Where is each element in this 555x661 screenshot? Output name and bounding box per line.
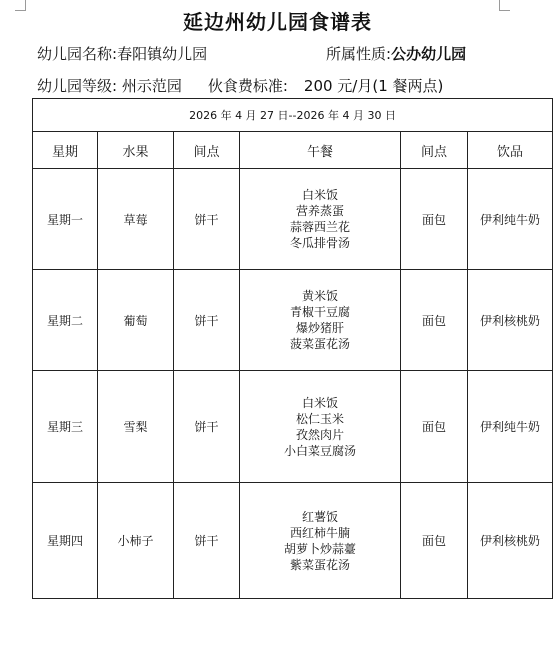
lunch-item: 松仁玉米: [295, 411, 344, 426]
header-drink: 饮品: [468, 132, 553, 169]
table-row: [33, 371, 553, 483]
table-row: [33, 169, 553, 270]
header-snack: 间点: [401, 132, 468, 169]
kindergarten-name-label: 幼儿园名称:: [37, 45, 118, 63]
lunch-item: 红薯饭: [301, 509, 338, 524]
snack-cell: 饼干: [174, 483, 240, 599]
nature-value: 公办幼儿园: [391, 45, 467, 63]
header-row: [33, 132, 553, 169]
header-snack: 间点: [174, 132, 240, 169]
header-fruit: 水果: [98, 132, 174, 169]
lunch-item: 孜然肉片: [295, 427, 344, 442]
lunch-cell: [240, 169, 401, 270]
lunch-item: 菠菜蛋花汤: [289, 337, 350, 351]
lunch-item: 小白菜豆腐汤: [283, 443, 356, 458]
table-row: [33, 483, 553, 599]
lunch-cell: [240, 483, 401, 599]
snack-cell: 饼干: [174, 169, 240, 270]
date-range: 2026 年 4 月 27 日--2026 年 4 月 30 日: [33, 99, 553, 132]
snack-cell: 面包: [401, 169, 468, 270]
lunch-item: 西红柿牛腩: [289, 525, 350, 540]
lunch-item: 白米饭: [301, 188, 338, 202]
header-lunch: 午餐: [240, 132, 401, 169]
drink-cell: 伊利核桃奶: [468, 483, 553, 599]
level-value: 州示范园: [121, 77, 182, 95]
lunch-item: 冬瓜排骨汤: [289, 236, 350, 250]
level-fee-line: [37, 75, 443, 96]
snack-cell: 饼干: [174, 270, 240, 371]
lunch-item: 白米饭: [301, 395, 338, 410]
lunch-item: 紫菜蛋花汤: [289, 557, 350, 572]
header-weekday: 星期: [33, 132, 98, 169]
lunch-item: 爆炒猪肝: [295, 321, 344, 335]
fruit-cell: 小柿子: [98, 483, 174, 599]
nature-line: [326, 43, 466, 64]
drink-cell: 伊利核桃奶: [468, 270, 553, 371]
weekday-cell: 星期二: [33, 270, 98, 371]
date-range-row: [33, 99, 553, 132]
weekday-cell: 星期一: [33, 169, 98, 270]
kindergarten-name-line: [37, 43, 207, 64]
table-row: [33, 270, 553, 371]
lunch-item: 蒜蓉西兰花: [289, 220, 350, 234]
document-title: 延边州幼儿园食谱表: [183, 10, 372, 34]
lunch-cell: [240, 270, 401, 371]
snack-cell: 面包: [401, 371, 468, 483]
weekday-cell: 星期四: [33, 483, 98, 599]
lunch-cell: [240, 371, 401, 483]
drink-cell: 伊利纯牛奶: [468, 371, 553, 483]
lunch-item: 黄米饭: [301, 289, 338, 303]
drink-cell: 伊利纯牛奶: [468, 169, 553, 270]
fruit-cell: 草莓: [98, 169, 174, 270]
lunch-item: 营养蒸蛋: [295, 204, 344, 218]
level-label: 幼儿园等级:: [37, 77, 122, 95]
snack-cell: 面包: [401, 270, 468, 371]
fee-value: 200 元/月(1 餐两点): [303, 77, 444, 95]
kindergarten-name-value: 春阳镇幼儿园: [117, 45, 208, 63]
lunch-item: 胡萝卜炒蒜薹: [283, 541, 356, 556]
fruit-cell: 葡萄: [98, 270, 174, 371]
nature-label: 所属性质:: [326, 45, 392, 63]
fee-label: 伙食费标准:: [207, 77, 288, 95]
snack-cell: 面包: [401, 483, 468, 599]
snack-cell: 饼干: [174, 371, 240, 483]
fruit-cell: 雪梨: [98, 371, 174, 483]
weekday-cell: 星期三: [33, 371, 98, 483]
menu-table: [32, 98, 553, 599]
lunch-item: 青椒干豆腐: [289, 305, 350, 319]
